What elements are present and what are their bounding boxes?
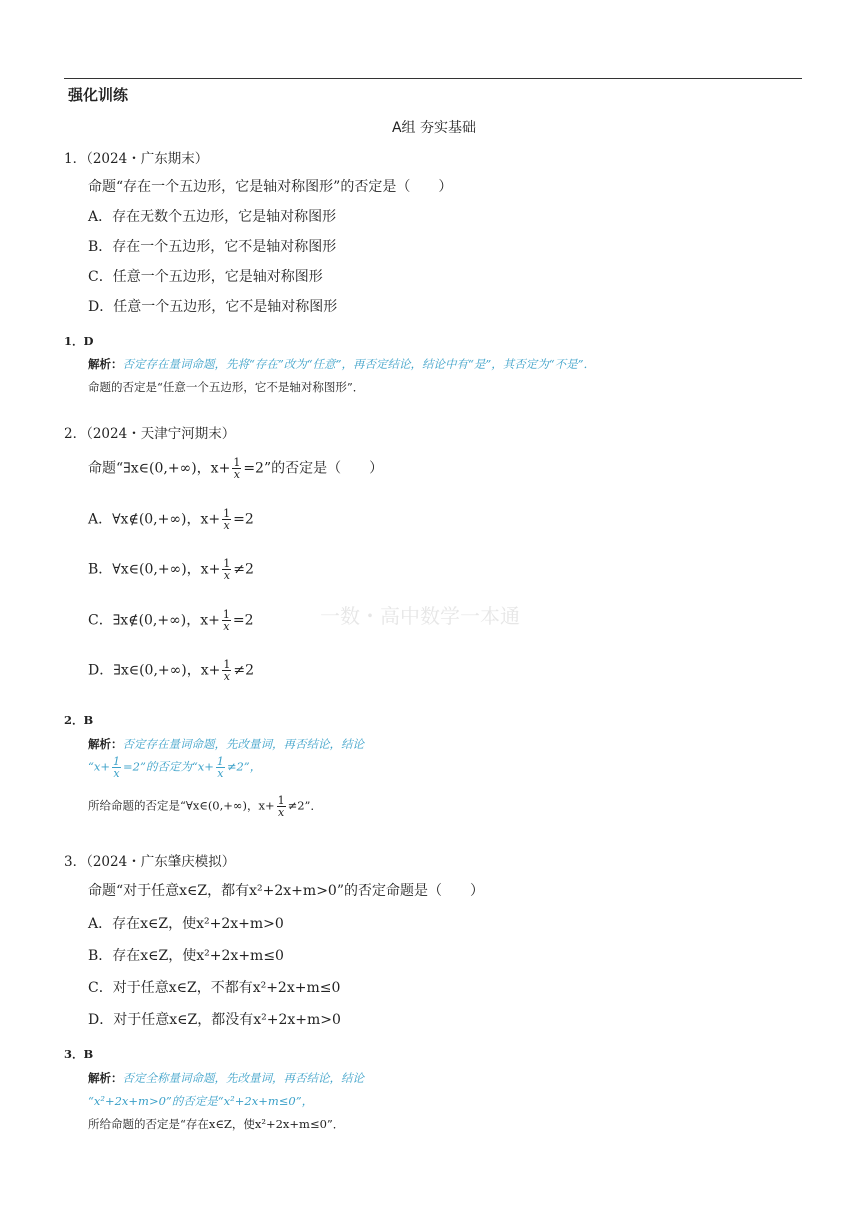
q1-answer: 1．D	[64, 334, 94, 348]
q3-answer: 3．B	[64, 1047, 94, 1061]
section-title: 强化训练	[68, 86, 129, 104]
fraction: $\frac{1}{x}$	[277, 794, 285, 819]
q1-option-a[interactable]: A．存在无数个五边形，它是轴对称图形	[88, 209, 337, 225]
header-rule	[64, 78, 802, 79]
q3-explanation-line1: 解析：否定全称量词命题，先改量词，再否结论，结论	[88, 1071, 364, 1085]
fraction: $\frac{1}{x}$	[223, 658, 231, 683]
fraction: $\frac{1}{x}$	[222, 608, 230, 633]
q3-explanation-line2: “x²+2x+m>0”的否定是“x²+2x+m≤0”，	[88, 1094, 314, 1108]
q1-option-b[interactable]: B．存在一个五边形，它不是轴对称图形	[88, 239, 337, 255]
q1-explanation-line2: 命题的否定是“任意一个五边形，它不是轴对称图形”．	[88, 380, 365, 394]
q3-option-c[interactable]: C．对于任意x∈Z，不都有x²+2x+m≤0	[88, 980, 341, 996]
q3-stem: 命题“对于任意x∈Z，都有x²+2x+m>0”的否定命题是（ ）	[88, 883, 484, 899]
q2-answer: 2．B	[64, 713, 94, 727]
q2-option-c[interactable]: C．∃x∉(0,+∞)，x+ $\frac{1}{x}$ =2	[88, 608, 254, 633]
q2-stem: 命题“∃x∈(0,+∞)，x+ $\frac{1}{x}$ =2”的否定是（ ）	[88, 456, 384, 481]
q2-option-a[interactable]: A．∀x∉(0,+∞)，x+ $\frac{1}{x}$ =2	[88, 507, 254, 532]
fraction: $\frac{1}{x}$	[223, 507, 231, 532]
group-title: A组 夯实基础	[391, 120, 477, 136]
q1-option-c[interactable]: C．任意一个五边形，它是轴对称图形	[88, 269, 323, 285]
q3-exp-handwritten: 否定全称量词命题，先改量词，再否结论，结论	[122, 1071, 364, 1085]
q3-option-b[interactable]: B．存在x∈Z，使x²+2x+m≤0	[88, 948, 284, 964]
fraction: $\frac{1}{x}$	[223, 557, 231, 582]
watermark: 一数・高中数学一本通	[320, 604, 520, 628]
q1-exp-handwritten: 否定存在量词命题，先将“存在”改为“任意”，再否定结论，结论中有“是”，其否定为“不是”．	[122, 357, 596, 371]
q1-option-d[interactable]: D．任意一个五边形，它不是轴对称图形	[88, 299, 338, 315]
q2-explanation-line3: 所给命题的否定是“∀x∈(0,+∞)，x+ $\frac{1}{x}$ ≠2”．	[88, 794, 322, 819]
q1-title: 1．（2024・广东期末）	[64, 151, 209, 167]
q3-option-a[interactable]: A．存在x∈Z，使x²+2x+m>0	[88, 916, 284, 932]
q2-explanation-line1: 解析：否定存在量词命题，先改量词，再否结论，结论	[88, 737, 364, 751]
q1-exp-label: 解析：	[88, 357, 123, 371]
q1-explanation-line1	[88, 356, 595, 372]
fraction: $\frac{1}{x}$	[216, 755, 224, 780]
fraction: $\frac{1}{x}$	[113, 755, 121, 780]
q2-explanation-line2: “x+ $\frac{1}{x}$ =2”的否定为“x+ $\frac{1}{x}$ ≠2”，	[88, 755, 262, 780]
q2-exp-handwritten: 否定存在量词命题，先改量词，再否结论，结论	[122, 737, 364, 751]
q2-title: 2．（2024・天津宁河期末）	[64, 426, 236, 442]
q3-title: 3．（2024・广东肇庆模拟）	[64, 854, 236, 870]
q2-option-b[interactable]: B．∀x∈(0,+∞)，x+ $\frac{1}{x}$ ≠2	[88, 557, 254, 582]
q1-stem: 命题“存在一个五边形，它是轴对称图形”的否定是（ ）	[88, 179, 453, 195]
q3-option-d[interactable]: D．对于任意x∈Z，都没有x²+2x+m>0	[88, 1012, 341, 1028]
q2-option-d[interactable]: D．∃x∈(0,+∞)，x+ $\frac{1}{x}$ ≠2	[88, 658, 255, 683]
fraction: $\frac{1}{x}$	[233, 456, 241, 481]
q3-explanation-line3: 所给命题的否定是“存在x∈Z，使x²+2x+m≤0”．	[88, 1117, 345, 1131]
